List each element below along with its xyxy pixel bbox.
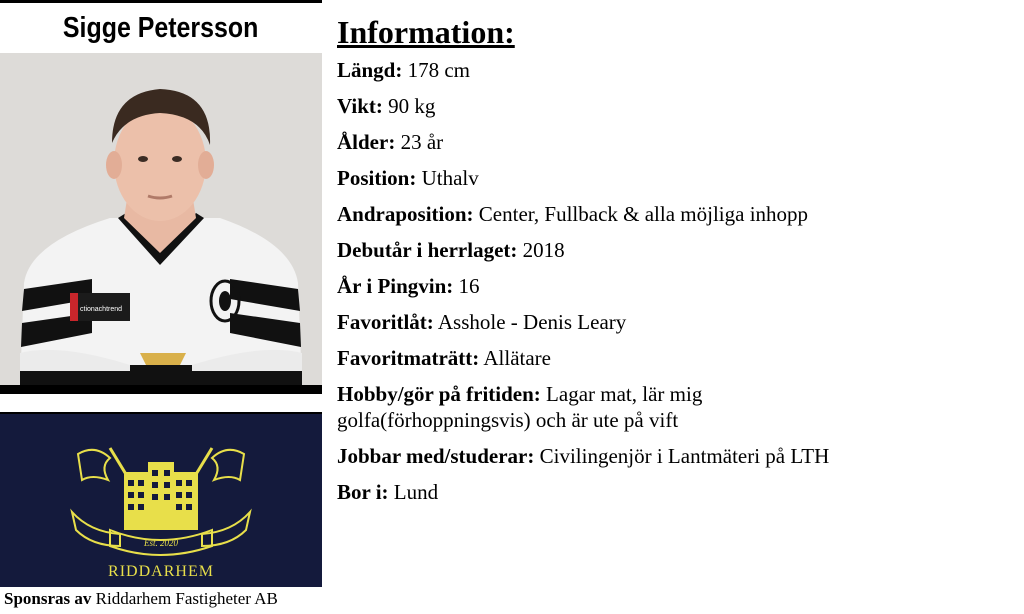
- info-label: Ålder:: [337, 130, 396, 154]
- info-row-job: [337, 438, 1017, 474]
- sponsor-prefix: Sponsras av: [4, 589, 92, 608]
- info-value: Allätare: [483, 346, 551, 370]
- info-label: Längd:: [337, 58, 403, 82]
- info-value: 178 cm: [407, 58, 471, 82]
- info-label: Bor i:: [337, 480, 389, 504]
- info-label: Favoritlåt:: [337, 310, 434, 334]
- info-value: Uthalv: [421, 166, 479, 190]
- player-photo-illustration: [0, 53, 322, 385]
- info-value: 2018: [522, 238, 565, 262]
- info-row-position: [337, 160, 1017, 196]
- info-label: År i Pingvin:: [337, 274, 454, 298]
- info-value: Lund: [393, 480, 439, 504]
- sponsor-line: [0, 587, 326, 614]
- info-row-hobby: [337, 376, 807, 438]
- info-value: Asshole - Denis Leary: [437, 310, 627, 334]
- info-row-song: [337, 304, 1017, 340]
- info-row-second-position: [337, 196, 1017, 232]
- info-row-food: [337, 340, 1017, 376]
- riddarhem-logo-illustration: [0, 414, 322, 587]
- info-label: Favoritmaträtt:: [337, 346, 480, 370]
- info-value: 16: [458, 274, 480, 298]
- player-name: Sigge Petersson: [63, 11, 259, 44]
- info-row-age: [337, 124, 1017, 160]
- info-row-years: [337, 268, 1017, 304]
- info-value: Center, Fullback & alla möjliga inhopp: [478, 202, 809, 226]
- sponsor-company: Riddarhem Fastigheter AB: [95, 589, 278, 608]
- info-value: Lagar mat, lär mig golfa(förhoppningsvis) och är ute på vift: [337, 382, 703, 432]
- info-value: 23 år: [400, 130, 444, 154]
- info-panel: [337, 12, 1017, 510]
- logo-est-text: Est. 2020: [143, 538, 179, 548]
- info-row-city: [337, 474, 1017, 510]
- info-label: Hobby/gör på fritiden:: [337, 382, 541, 406]
- info-row-weight: [337, 88, 1017, 124]
- info-label: Jobbar med/studerar:: [337, 444, 535, 468]
- info-label: Debutår i herrlaget:: [337, 238, 518, 262]
- sponsor-logo: [0, 414, 322, 587]
- info-row-debut: [337, 232, 1017, 268]
- divider: [0, 394, 322, 412]
- info-heading: Information:: [337, 14, 515, 50]
- info-label: Andraposition:: [337, 202, 474, 226]
- info-label: Position:: [337, 166, 417, 190]
- info-value: 90 kg: [388, 94, 436, 118]
- jersey-sponsor-text: ctionachtrend: [80, 306, 123, 313]
- logo-name-text: RIDDARHEM: [108, 563, 214, 580]
- left-panel: [0, 0, 322, 614]
- info-label: Vikt:: [337, 94, 383, 118]
- info-row-length: [337, 52, 1017, 88]
- player-photo: [0, 53, 322, 385]
- info-value: Civilingenjör i Lantmäteri på LTH: [539, 444, 830, 468]
- name-bar: [0, 3, 322, 53]
